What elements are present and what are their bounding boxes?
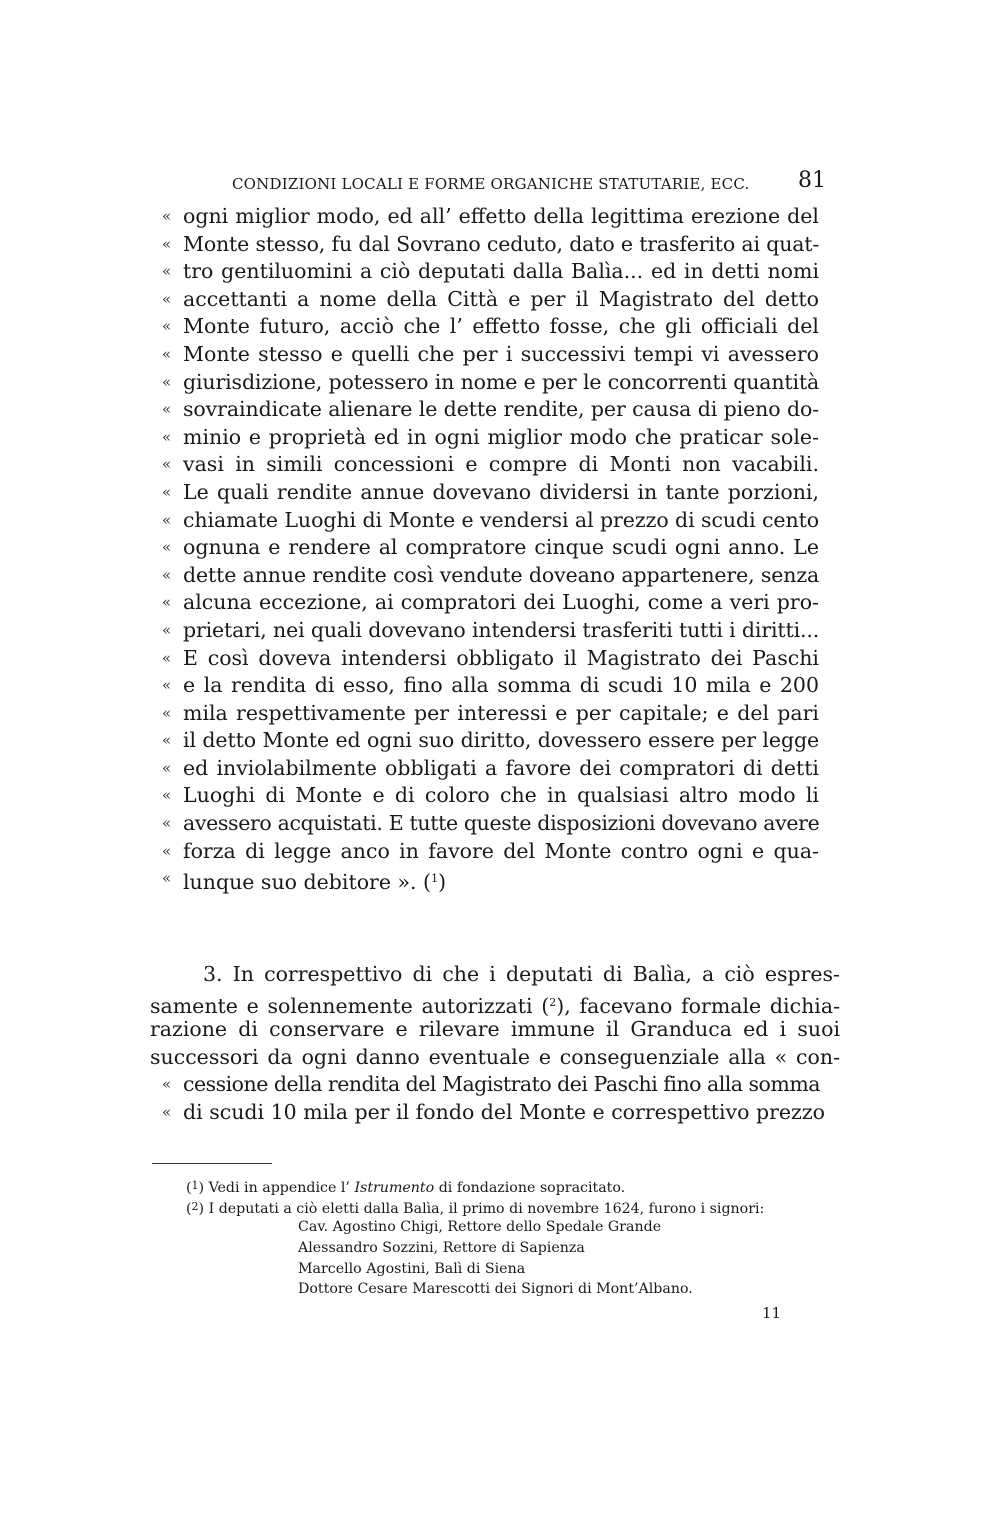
text-line xyxy=(150,258,840,286)
line-text: e la rendita di esso, fino alla somma di scudi 10 mila e 200 xyxy=(183,673,819,698)
text-line xyxy=(150,479,840,507)
guillemet: « xyxy=(162,758,172,777)
line-text: avessero acquistati. E tutte queste disposizioni dovevano avere xyxy=(183,811,820,836)
text-line xyxy=(150,203,840,231)
guillemet: « xyxy=(162,648,172,667)
footnote-name: Cav. Agostino Chigi, Rettore dello Spedale Grande xyxy=(298,1219,662,1236)
signature-mark: 11 xyxy=(762,1304,782,1322)
footnote-divider xyxy=(152,1163,272,1164)
guillemet: « xyxy=(162,1102,172,1121)
text-line: successori da ogni danno eventuale e conseguenziale alla « con- xyxy=(150,1044,840,1069)
line-text: giurisdizione, potessero in nome e per le concorrenti quantità xyxy=(183,369,820,394)
text-line: 3. In correspettivo di che i deputati di Balìa, a ciò espres- xyxy=(203,962,840,986)
footnote-ref: 2 xyxy=(549,995,557,1009)
guillemet: « xyxy=(162,841,172,860)
guillemet: « xyxy=(162,262,172,281)
footnote-italic: Istrumento xyxy=(354,1180,435,1196)
quoted-passage xyxy=(150,203,840,893)
line-text: ognuna e rendere al compratore cinque scudi ogni anno. Le xyxy=(183,535,819,560)
line-text: Monte stesso e quelli che per i successivi tempi vi avessero xyxy=(183,341,819,366)
guillemet: « xyxy=(162,786,172,805)
text-line xyxy=(150,231,840,259)
guillemet: « xyxy=(162,234,172,253)
line-text: ed inviolabilmente obbligati a favore dei compratori di detti xyxy=(183,755,819,780)
text-line xyxy=(150,424,840,452)
line-text: tro gentiluomini a ciò deputati dalla Balìa... ed in detti nomi xyxy=(183,259,819,284)
guillemet: « xyxy=(162,344,172,363)
line-text: minio e proprietà ed in ogni miglior modo che praticar sole- xyxy=(183,424,819,449)
guillemet: « xyxy=(162,317,172,336)
guillemet: « xyxy=(162,538,172,557)
line-text: Luoghi di Monte e di coloro che in qualsiasi altro modo li xyxy=(183,783,819,808)
guillemet: « xyxy=(162,814,171,833)
footnote-text-after: di fondazione sopracitato. xyxy=(434,1180,626,1196)
guillemet: « xyxy=(162,1075,171,1094)
line-text: il detto Monte ed ogni suo diritto, dovessero essere per legge xyxy=(183,728,820,753)
guillemet: « xyxy=(162,400,172,419)
footnote-mark: 2 xyxy=(191,1199,199,1213)
line-text: samente e solennemente autorizzati ( xyxy=(150,993,550,1018)
guillemet: « xyxy=(162,703,172,722)
text-line xyxy=(150,755,840,783)
running-header-title: CONDIZIONI LOCALI E FORME ORGANICHE STATUTARIE, ECC. xyxy=(232,175,750,193)
text-line: razione di conservare e rilevare immune il Granduca ed i suoi xyxy=(150,1017,840,1042)
text-line xyxy=(150,989,840,1017)
line-text: cessione della rendita del Magistrato dei Paschi fino alla somma xyxy=(183,1072,820,1097)
line-text: vasi in simili concessioni e compre di Monti non vacabili. xyxy=(183,452,819,477)
footnotes xyxy=(186,1176,836,1300)
line-text: forza di legge anco in favore del Monte contro ogni e qua- xyxy=(183,838,819,863)
footnote-name: Alessandro Sozzini, Rettore di Sapienza xyxy=(298,1240,585,1257)
text-line xyxy=(150,1071,840,1099)
footnote-name: Dottore Cesare Marescotti dei Signori di Mont’Albano. xyxy=(298,1281,693,1298)
guillemet: « xyxy=(162,620,172,639)
text-line xyxy=(150,700,840,728)
text-line xyxy=(150,507,840,535)
guillemet: « xyxy=(162,565,172,584)
line-text: mila respettivamente per interessi e per capitale; e del pari xyxy=(183,700,819,725)
guillemet: « xyxy=(162,510,172,529)
guillemet: « xyxy=(162,427,172,446)
text-line xyxy=(150,369,840,397)
footnote-text: I deputati a ciò eletti dalla Balìa, il primo di novembre 1624, furono i signori: xyxy=(208,1200,765,1217)
line-text: Le quali rendite annue dovevano dividersi in tante porzioni, xyxy=(183,479,819,504)
text-line xyxy=(150,341,840,369)
text-line xyxy=(150,286,840,314)
line-text: alcuna eccezione, ai compratori dei Luoghi, come a veri pro- xyxy=(183,590,819,615)
line-text: prietari, nei quali dovevano intendersi trasferiti tutti i diritti... xyxy=(183,617,820,642)
text-line xyxy=(150,313,840,341)
guillemet: « xyxy=(162,731,172,750)
page-number: 81 xyxy=(798,168,826,193)
text-line xyxy=(150,617,840,645)
text-line xyxy=(150,810,840,838)
line-text: E così doveva intendersi obbligato il Magistrato dei Paschi xyxy=(183,645,819,670)
line-text: di scudi 10 mila per il fondo del Monte e correspettivo prezzo xyxy=(183,1099,825,1124)
line-text: sovraindicate alienare le dette rendite, per causa di pieno do- xyxy=(183,397,820,422)
line-text-close: ) xyxy=(438,870,447,895)
text-line xyxy=(150,562,840,590)
line-text: Monte stesso, fu dal Sovrano ceduto, dato e trasferito ai quat- xyxy=(183,231,820,256)
line-text: ogni miglior modo, ed all’ effetto della legittima erezione del xyxy=(183,204,819,228)
paragraph-3 xyxy=(150,961,840,1127)
line-text-after: ), facevano formale dichia- xyxy=(556,993,840,1018)
guillemet: « xyxy=(162,676,172,695)
text-line xyxy=(150,865,840,893)
footnote-1: ($^1$) Vedi in appendice l’ Istrumento di fondazione sopracitato. xyxy=(186,1179,626,1196)
guillemet: « xyxy=(162,869,172,888)
guillemet: « xyxy=(162,593,172,612)
text-line xyxy=(150,589,840,617)
line-text: Monte futuro, acciò che l’ effetto fosse, che gli officiali del xyxy=(183,314,819,339)
guillemet: « xyxy=(162,372,172,391)
text-line xyxy=(150,727,840,755)
text-line xyxy=(150,838,840,866)
line-text: dette annue rendite così vendute doveano appartenere, senza xyxy=(183,562,820,587)
guillemet: « xyxy=(162,289,172,308)
footnote-name: Marcello Agostini, Balì di Siena xyxy=(298,1260,526,1277)
line-text: lunque suo debitore ». ( xyxy=(183,870,432,895)
guillemet: « xyxy=(162,207,172,225)
footnote-ref: 1 xyxy=(431,872,439,886)
text-line xyxy=(150,782,840,810)
footnote-mark: 1 xyxy=(191,1179,199,1192)
text-line xyxy=(150,396,840,424)
guillemet: « xyxy=(162,455,172,474)
text-line xyxy=(150,1099,840,1127)
text-line xyxy=(150,451,840,479)
text-line xyxy=(150,672,840,700)
footnote-text: Vedi in appendice l’ xyxy=(208,1180,355,1196)
text-line xyxy=(150,534,840,562)
running-header xyxy=(232,168,830,198)
line-text: accettanti a nome della Città e per il Magistrato del detto xyxy=(183,286,819,311)
text-line xyxy=(150,645,840,673)
footnote-2: ($^2$) I deputati a ciò eletti dalla Balìa, il primo di novembre 1624, furono i signori: xyxy=(186,1199,765,1217)
line-text: chiamate Luoghi di Monte e vendersi al prezzo di scudi cento xyxy=(183,507,820,532)
guillemet: « xyxy=(162,482,172,501)
